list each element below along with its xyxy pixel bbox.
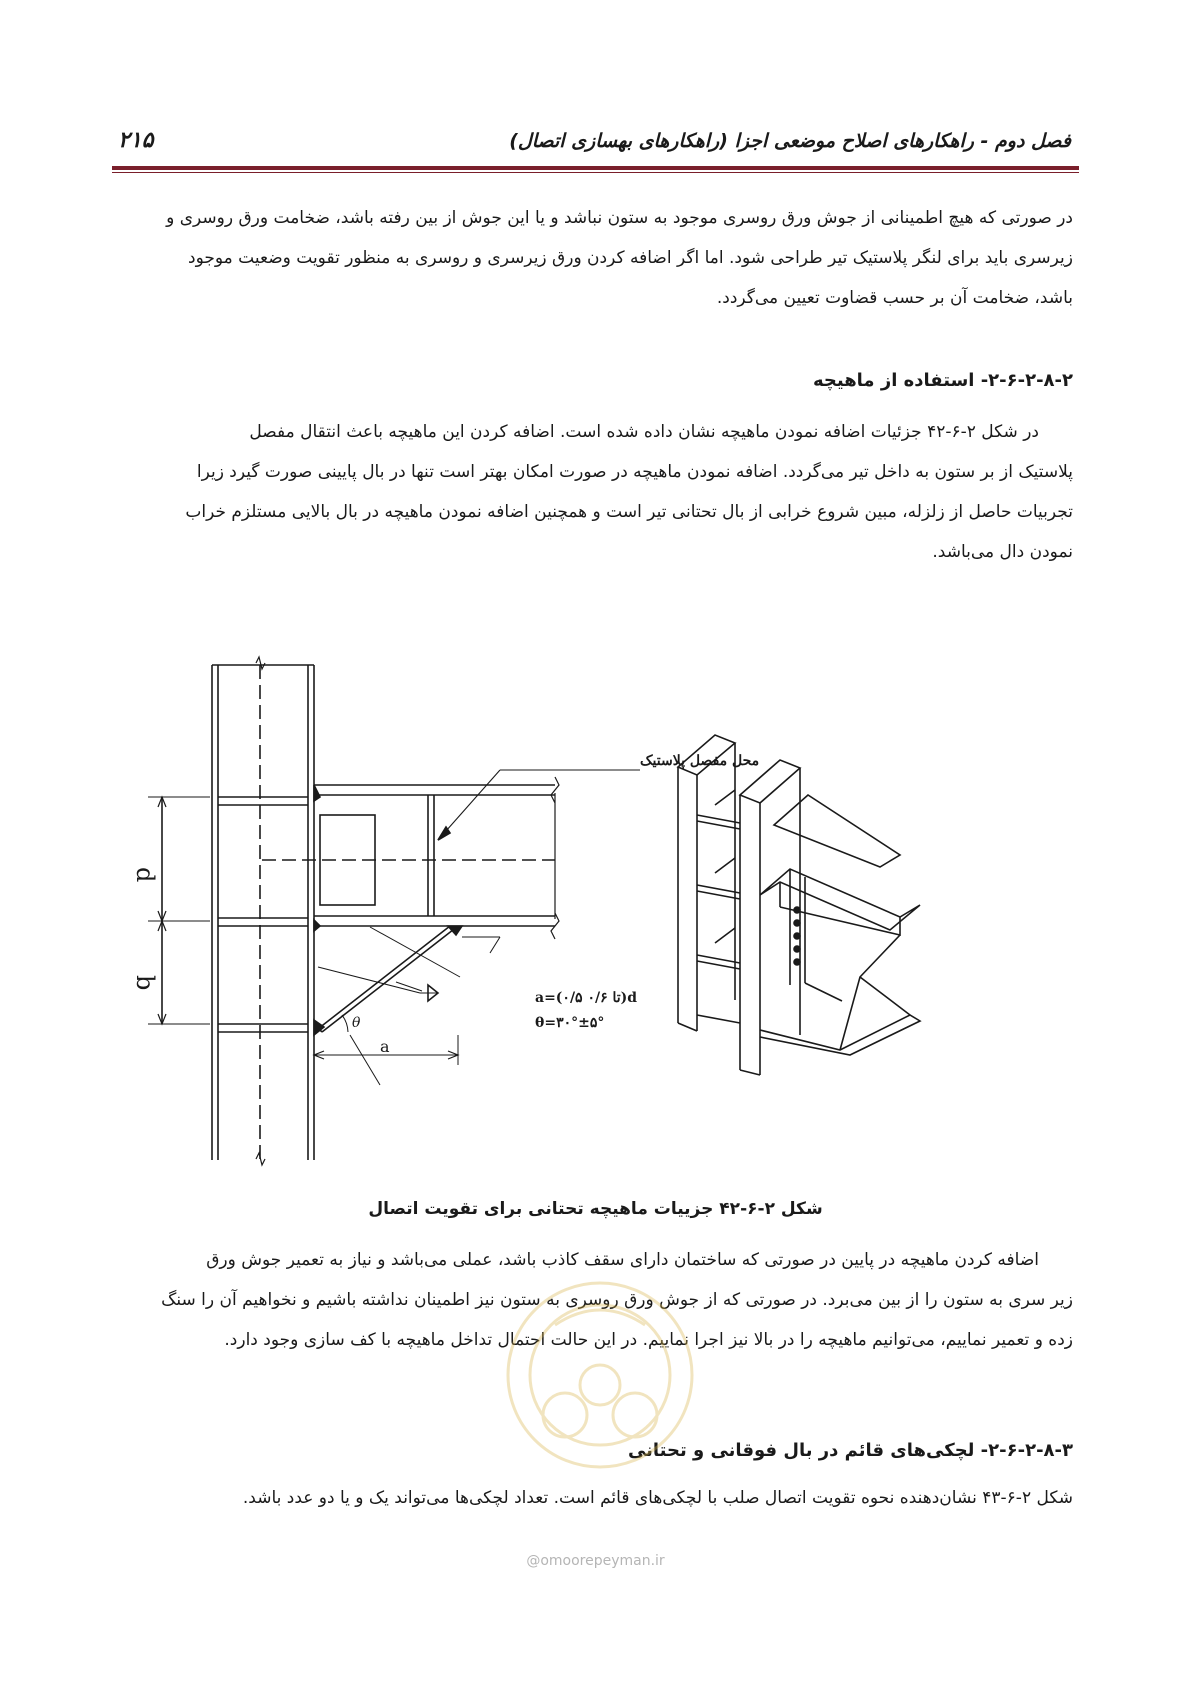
header-rule [112, 166, 1079, 170]
section-heading-2: ۲-۶-۲-۸-۳- لچکی‌های قائم در بال فوقانی و تحتانی [627, 1440, 1073, 1461]
section-heading-1: ۲-۶-۲-۸-۲- استفاده از ماهیچه [812, 370, 1073, 391]
paragraph-2: در شکل ۲-۶-۴۲ جزئیات اضافه نمودن ماهیچه نشان داده شده است. اضافه کردن این ماهیچه باعث انتقال مفصل پلاستیک از بر ستون به داخل تیر می‌گردد. اضافه نمودن ماهیچه در صورت امکان بهتر است تنها در بال پایینی صورت گیرد زیرا تجربیات حاصل از زلزله، مبین شروع خرابی از بال تحتانی تیر است و همچنین اضافه نمودن ماهیچه در بال بالایی مستلزم خراب نمودن دال می‌باشد. [185, 422, 1073, 562]
dim-label-b: b [131, 975, 159, 991]
isometric-view [678, 735, 920, 1075]
paragraph-3: اضافه کردن ماهیچه در پایین در صورتی که ساختمان دارای سقف کاذب باشد، عملی می‌باشد و نیاز به تعمیر جوش ورق زیر سری به ستون را از بین می‌برد. در صورتی که از جوش ورق روسری به ستون نیز اطمینان نداشته باشیم و نخواهیم آن را سنگ زده و تعمیر نماییم، می‌توانیم ماهیچه را در بالا نیز اجرا نماییم. در این حالت احتمال تداخل ماهیچه با کف سازی وجود دارد. [161, 1250, 1073, 1350]
hinge-label: محل مفصل پلاستیک [640, 753, 760, 769]
figure-haunch-detail [131, 655, 1020, 1175]
paragraph-4: شکل ۲-۶-۴۳ نشان‌دهنده نحوه تقویت اتصال صلب با لچکی‌های قائم است. تعداد لچکی‌ها می‌تواند یک و یا دو عدد باشد. [242, 1488, 1073, 1508]
formula-a: a=(۰/۵ تا ۰/۶)d [535, 990, 638, 1006]
header-rule-thin [112, 172, 1079, 173]
page-number: ۲۱۵ [118, 128, 154, 153]
figure-caption: شکل ۲-۶-۴۲ جزییات ماهیچه تحتانی برای تقویت اتصال [368, 1199, 823, 1219]
page-header-title: فصل دوم - راهکارهای اصلاح موضعی اجزا (راهکارهای بهسازی اتصال) [509, 130, 1071, 152]
theta-label: θ [352, 1015, 361, 1031]
paragraph-1: در صورتی که هیچ اطمینانی از جوش ورق روسری موجود به ستون نباشد و یا این جوش از بین رفته باشد، ضخامت ورق روسری و زیرسری باید برای لنگر پلاستیک تیر طراحی شود. اما اگر اضافه کردن ورق زیرسری و روسری به منظور تقویت وضعیت موجود باشد، ضخامت آن بر حسب قضاوت تعیین می‌گردد. [166, 208, 1073, 308]
watermark-logo [495, 1265, 705, 1495]
dim-label-d: d [131, 867, 159, 883]
formula-theta: θ=۳۰°±۵° [535, 1015, 605, 1031]
watermark-text: @omoorepeyman.ir [526, 1553, 665, 1569]
dim-label-a: a [380, 1037, 390, 1056]
